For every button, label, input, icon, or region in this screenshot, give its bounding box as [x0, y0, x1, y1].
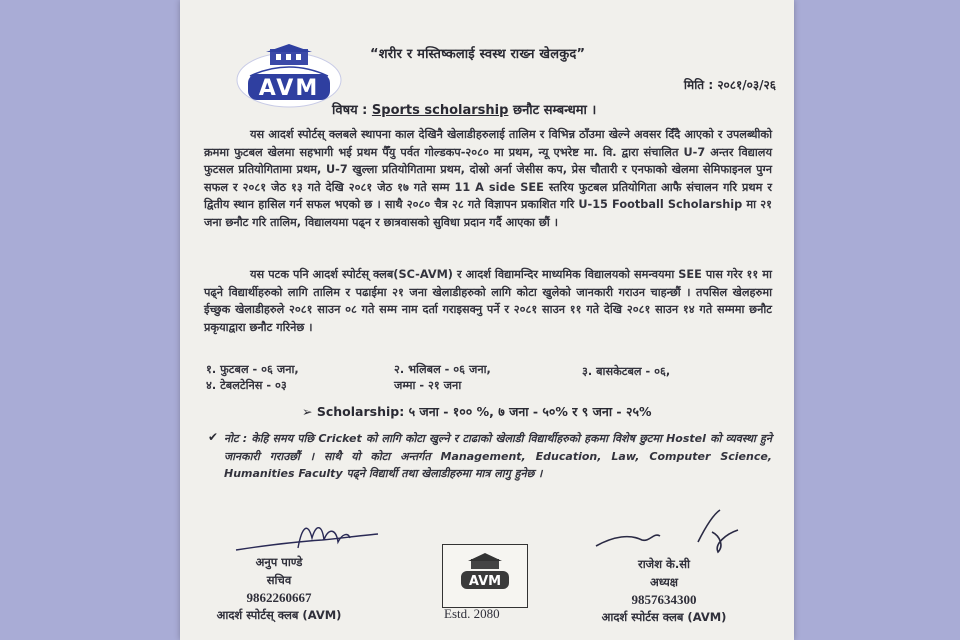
signatory-right-phone: 9857634300	[631, 592, 697, 607]
letter-paper	[180, 0, 794, 640]
subject-value: Sports scholarship	[371, 103, 509, 118]
signatory-right-org: आदर्श स्पोर्टस क्लब (AVM)	[601, 609, 727, 624]
signatory-left-org: आदर्श स्पोर्टस् क्लब (AVM)	[216, 607, 342, 622]
letter-subject	[332, 100, 596, 118]
signatory-left-phone: 9862260667	[246, 590, 312, 605]
scholarship-label: Scholarship:	[316, 404, 405, 419]
logo-text: AVM	[258, 76, 320, 101]
subject-suffix: छनौट सम्बन्धमा ।	[512, 103, 597, 118]
paragraph-2: यस पटक पनि आदर्श स्पोर्टस् क्लब(SC-AVM) र आदर्श विद्यामन्दिर माध्यमिक विद्यालयको समन्वयमा SEE पास गरेर ११ मा पढ्ने विद्यार्थीहरुको लागि तालिम र पढाईमा २१ जना खेलाडीहरुको लागि कोटा खुलेको जानकारी गराउन चाहन्छौं । तपसिल खेलहरुमा ईच्छुक खेलाडीहरुले २०८१ साउन ०८ गते सम्म नाम दर्ता गराइसक्नु पर्ने र २०८१ साउन ११ गते देखि २०८१ साउन १४ गते सम्ममा छनौट प्रकृयाद्वारा छनौट गरिनेछ ।	[204, 268, 772, 334]
stamp-text: AVM	[468, 574, 502, 589]
sport-item-basketball: ३. बासकेटबल - ०६,	[582, 365, 671, 378]
signatory-left-name: अनुप पाण्डे	[255, 555, 303, 569]
arrow-bullet-icon: ➢	[302, 404, 313, 419]
sport-item-football: १. फुटबल - ०६ जना,	[206, 363, 299, 376]
sport-total: जम्मा - २१ जना	[394, 379, 462, 392]
signatory-left	[204, 554, 354, 624]
check-bullet-icon: ✔	[208, 430, 219, 444]
signatory-right-name: राजेश के.सी	[638, 557, 690, 571]
scholarship-value: ५ जना - १०० %, ७ जना - ५०% र ९ जना - २५%	[408, 404, 652, 419]
subject-label: विषय :	[332, 103, 368, 118]
paragraph-1: यस आदर्श स्पोर्टस् क्लबले स्थापना काल देखिनै खेलाडीहरुलाई तालिम र विभिन्न ठाँउमा खेल्ने अवसर दिँदै आएको र उपलब्धीको क्रममा फुटबल खेलमा सहभागी भई प्रथम पैँयु पर्वत गोल्डकप-२०८० मा प्रथम, न्यू एभरेष्ट मा. वि. द्वारा संचालित U-7 अन्तर विद्यालय फुटसल प्रतियोगितामा प्रथम, U-7 खुल्ला प्रतियोगितामा प्रथम, दोस्रो अर्ना जेसीस कप, प्रेस चौतारी र एनफाको खेलमा सेमिफाइनल पुग्न सफल र २०८१ जेठ १३ गते देखि २०८१ जेठ १७ गते सम्म 11 A side SEE स्तरिय फुटबल प्रतियोगिता आफै संचालन गरि प्रथम र द्वितीय स्थान हासिल गर्न सफल भएको छ । साथै २०८० चैत्र २८ गते विज्ञापन प्रकाशित गरि U-15 Football Scholarship मा २१ जना छनौट गरि तालिम, विद्यालयमा पढ्न र छात्रवासको सुविधा प्रदान गर्दै आएका छौं ।	[204, 128, 772, 229]
signature-right	[594, 506, 764, 558]
signatory-left-title: सचिव	[266, 572, 292, 587]
date-value: २०८१/०३/२६	[717, 78, 776, 92]
signatory-right	[584, 556, 744, 626]
letter-date	[684, 76, 776, 93]
club-stamp	[442, 544, 528, 608]
date-label: मिति :	[683, 78, 714, 92]
avm-logo	[236, 44, 342, 108]
signature-left	[232, 516, 382, 558]
sport-item-tabletennis: ४. टेबलटेनिस - ०३	[206, 379, 287, 392]
note-text: नोट : केहि समय पछि Cricket को लागि कोटा खुल्ने र टाढाको खेलाडी विद्यार्थीहरुको हकमा विशेष छुटमा Hostel को व्यवस्था हुने जानकारी गराउछौं । साथै यो कोटा अन्तर्गत Management, Education, Law, Computer Science, Humanities Faculty पढ्ने विद्यार्थी तथा खेलाडीहरुमा मात्र लागु हुनेछ ।	[224, 432, 772, 480]
letter-motto: “शरीर र मस्तिष्कलाई स्वस्थ राख्न खेलकुद”	[370, 47, 586, 62]
scholarship-line	[302, 403, 652, 420]
signatory-right-title: अध्यक्ष	[649, 574, 679, 589]
sport-item-volleyball: २. भलिबल - ०६ जना,	[394, 363, 491, 376]
stamp-estd: Estd. 2080	[444, 606, 500, 621]
